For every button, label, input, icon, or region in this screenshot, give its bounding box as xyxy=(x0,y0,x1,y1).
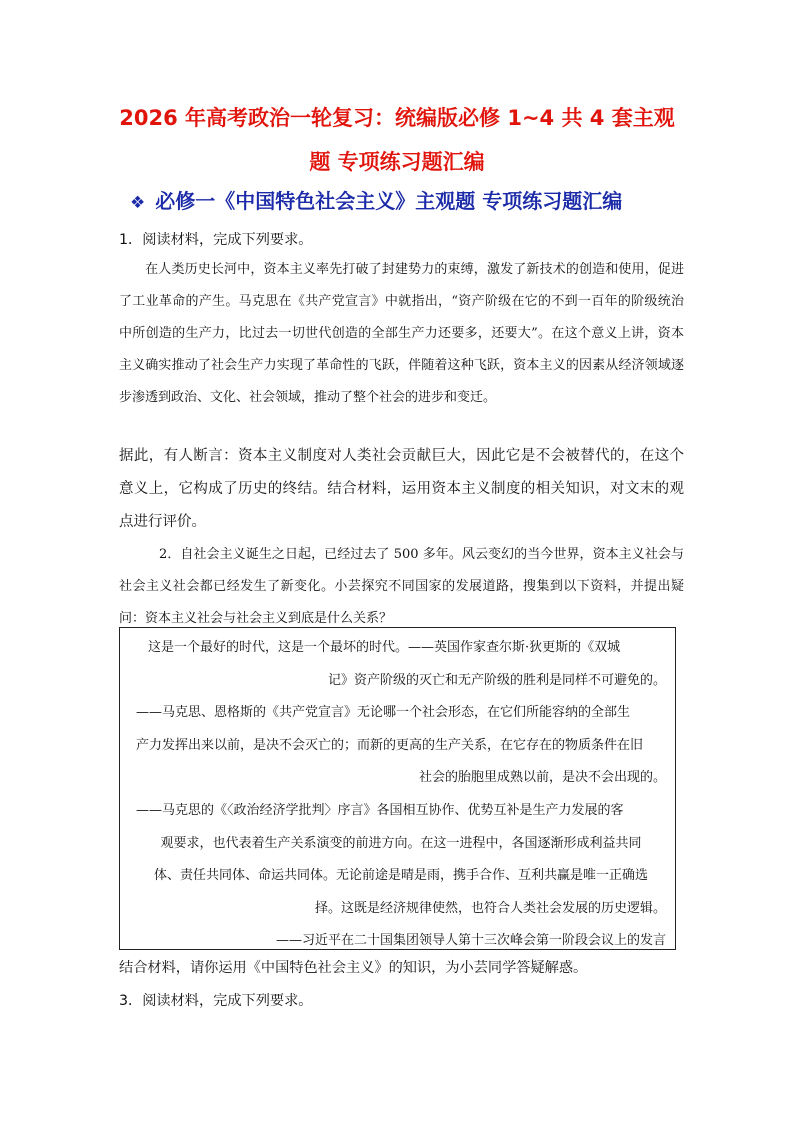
quote-line: 产力发挥出来以前，是决不会灭亡的；而新的更高的生产关系，在它存在的物质条件在旧 xyxy=(136,737,644,753)
quote-line: ——马克思的《〈政治经济学批判〉序言》各国相互协作、优势互补是生产力发展的客 xyxy=(136,802,624,818)
document-title-line-2: 题 专项练习题汇编 xyxy=(309,150,485,174)
question-1-material-text: 在人类历史长河中，资本主义率先打破了封建势力的束缚，激发了新技术的创造和使用，促进了工业革命的产生。马克思在《共产党宣言》中就指出，“资产阶级在它的不到一百年的阶级统治中所创造的生产力，比过去一切世代创造的全部生产力还要多，还要大”。在这个意义上讲，资本主义确实推动了社会生产力实现了革命性的飞跃，伴随着这种飞跃，资本主义的因素从经济领域逐步渗透到政治、文化、社会领域，推动了整个社会的进步和变迁。 xyxy=(119,262,684,405)
question-1-prompt: 1．阅读材料，完成下列要求。 xyxy=(119,232,313,248)
quote-content xyxy=(136,632,666,958)
section-heading xyxy=(130,186,690,218)
quote-line: 这是一个最好的时代，这是一个最坏的时代。——英国作家查尔斯·狄更斯的《双城 xyxy=(148,640,621,655)
quote-line: 社会的胎胞里成熟以前，是决不会出现的。 xyxy=(418,770,666,786)
question-2-intro-text: 2．自社会主义诞生之日起，已经过去了 500 多年。风云变幻的当今世界，资本主义社会与社会主义社会都已经发生了新变化。小芸探究不同国家的发展道路，搜集到以下资料，并提出疑问：资本主义社会与社会主义到底是什么关系？ xyxy=(119,547,684,626)
question-2-ask: 结合材料，请你运用《中国特色社会主义》的知识，为小芸同学答疑解惑。 xyxy=(119,960,588,976)
quote-line: ——习近平在二十国集团领导人第十三次峰会第一阶段会议上的发言 xyxy=(275,933,666,949)
document-title-line-1: 2026 年高考政治一轮复习：统编版必修 1~4 共 4 套主观 xyxy=(119,106,675,130)
quote-line: ——马克思、恩格斯的《共产党宣言》无论哪一个社会形态，在它们所能容纳的全部生 xyxy=(136,705,631,721)
section-heading-text: 必修一《中国特色社会主义》主观题 专项练习题汇编 xyxy=(155,189,623,213)
diamond-bullet-icon: ❖ xyxy=(130,193,146,213)
question-3-prompt: 3．阅读材料，完成下列要求。 xyxy=(119,993,313,1009)
question-1-ask: 据此，有人断言：资本主义制度对人类社会贡献巨大，因此它是不会被替代的，在这个意义上，它构成了历史的终结。结合材料，运用资本主义制度的相关知识，对文末的观点进行评价。 xyxy=(119,448,684,530)
quote-line: 观要求，也代表着生产关系演变的前进方向。在这一进程中，各国逐渐形成利益共同 xyxy=(160,835,642,851)
quote-line: 记》资产阶级的灭亡和无产阶级的胜利是同样不可避免的。 xyxy=(327,672,666,688)
question-2-intro xyxy=(119,539,684,635)
question-1-material xyxy=(119,254,684,414)
quote-line: 体、责任共同体、命运共同体。无论前途是晴是雨，携手合作、互利共赢是唯一正确选 xyxy=(153,868,648,884)
quote-line: 择。这既是经济规律使然，也符合人类社会发展的历史逻辑。 xyxy=(314,900,666,916)
